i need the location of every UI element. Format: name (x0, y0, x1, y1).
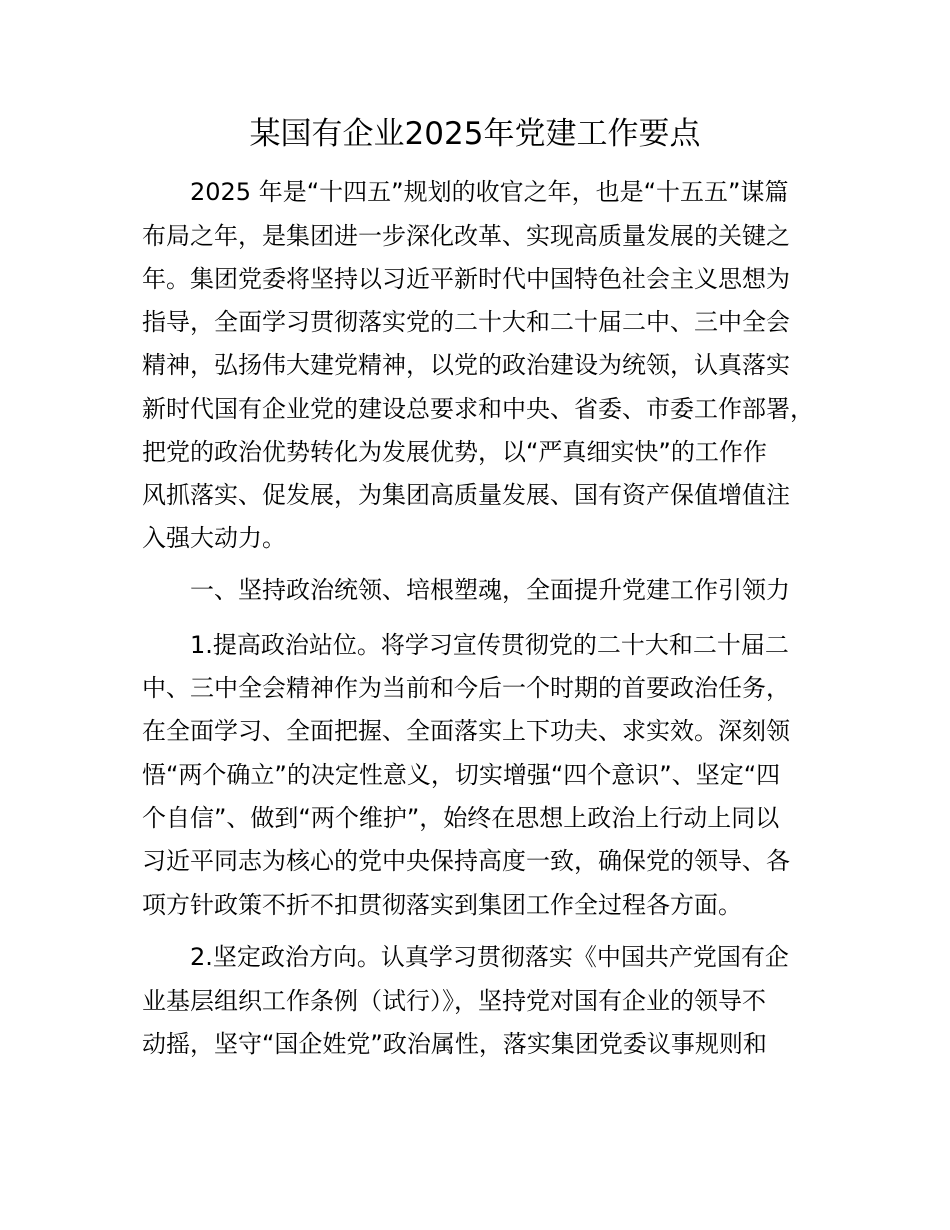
paragraph-line: 风抓落实、促发展，为集团高质量发展、国有资产保值增值注 (142, 481, 790, 509)
paragraph-line: 习近平同志为核心的党中央保持高度一致，确保党的领导、各 (142, 847, 790, 875)
section-heading: 一、坚持政治统领、培根塑魂，全面提升党建工作引领力 (190, 576, 790, 604)
paragraph-line: 中、三中全会精神作为当前和今后一个时期的首要政治任务， (142, 674, 790, 702)
paragraph-line: 悟“两个确立”的决定性意义，切实增强“四个意识”、坚定“四 (142, 761, 781, 789)
paragraph-line: 动摇，坚守“国企姓党”政治属性，落实集团党委议事规则和 (142, 1030, 767, 1058)
paragraph-line: 新时代国有企业党的建设总要求和中央、省委、市委工作部署， (142, 395, 814, 423)
paragraph-line: 2.坚定政治方向。认真学习贯彻落实《中国共产党国有企 (190, 943, 789, 971)
paragraph-line: 个自信”、做到“两个维护”，始终在思想上政治上行动上同以 (142, 804, 780, 832)
paragraph-line: 布局之年，是集团进一步深化改革、实现高质量发展的关键之 (142, 222, 790, 250)
paragraph-line: 项方针政策不折不扣贯彻落实到集团工作全过程各方面。 (142, 891, 742, 919)
paragraph-line: 入强大动力。 (142, 524, 286, 552)
paragraph-line: 年。集团党委将坚持以习近平新时代中国特色社会主义思想为 (142, 265, 790, 293)
paragraph-line: 在全面学习、全面把握、全面落实上下功夫、求实效。深刻领 (142, 717, 790, 745)
paragraph-line: 精神，弘扬伟大建党精神，以党的政治建设为统领，认真落实 (142, 351, 790, 379)
paragraph-line: 把党的政治优势转化为发展优势，以“严真细实快”的工作作 (142, 438, 767, 466)
paragraph-line: 业基层组织工作条例（试行）》，坚持党对国有企业的领导不 (142, 987, 766, 1015)
paragraph-line: 指导，全面学习贯彻落实党的二十大和二十届二中、三中全会 (142, 308, 790, 336)
document-title: 某国有企业2025年党建工作要点 (249, 116, 701, 152)
paragraph-line: 1.提高政治站位。将学习宣传贯彻党的二十大和二十届二 (190, 631, 789, 659)
paragraph-line: 2025 年是“十四五”规划的收官之年，也是“十五五”谋篇 (190, 178, 789, 206)
